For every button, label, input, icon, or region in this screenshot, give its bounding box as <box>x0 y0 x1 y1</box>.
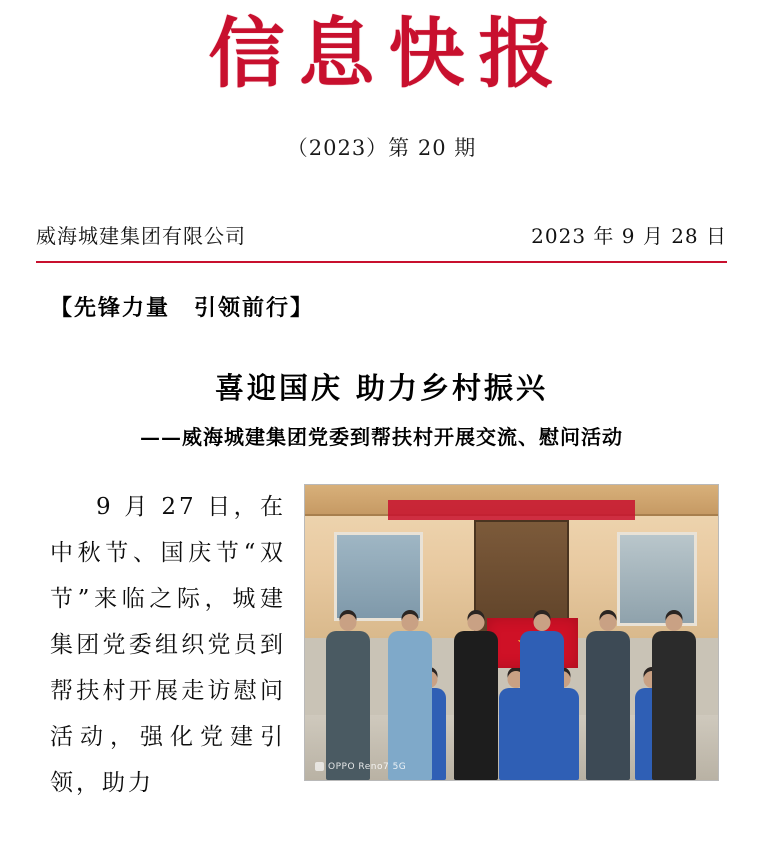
photo-red-banner <box>388 500 636 521</box>
article-photo <box>304 484 719 781</box>
article-headline: 喜迎国庆 助力乡村振兴 <box>214 370 549 405</box>
publication-title: 信息快报 <box>208 9 569 98</box>
photo-person <box>520 631 564 779</box>
photo-person-head <box>533 614 550 631</box>
photo-watermark-text: OPPO Reno7 5G <box>328 761 407 772</box>
photo-people-front-row <box>305 579 718 780</box>
photo-person-head <box>339 614 356 631</box>
photo-person-head <box>401 614 418 631</box>
article-paragraph: 9 月 27 日，在中秋节、国庆节“双节”来临之际，城建集团党委组织党员到帮扶村开展走访慰问活动，强化党建引领，助力 <box>50 493 286 796</box>
publisher-organization: 威海城建集团有限公司 <box>36 223 246 248</box>
masthead <box>0 0 763 98</box>
photo-person-head <box>467 614 484 631</box>
publication-date: 2023 年 9 月 28 日 <box>531 223 727 248</box>
photo-person <box>586 631 630 779</box>
photo-watermark <box>315 762 406 772</box>
camera-icon <box>315 762 324 771</box>
article-body-text <box>50 484 286 806</box>
publisher-info-row <box>36 220 727 249</box>
photo-person-head <box>599 614 616 631</box>
photo-person <box>652 631 696 779</box>
photo-person <box>388 631 432 779</box>
article-body-area <box>0 484 763 806</box>
article-subheadline: ——威海城建集团党委到帮扶村开展交流、慰问活动 <box>140 424 623 449</box>
photo-person <box>326 631 370 779</box>
issue-number: （2023）第 20 期 <box>286 135 477 160</box>
column-tag: 【先锋力量 引领前行】 <box>50 294 315 321</box>
header-divider-rule <box>36 261 727 263</box>
photo-person <box>454 631 498 779</box>
photo-person-head <box>665 614 682 631</box>
